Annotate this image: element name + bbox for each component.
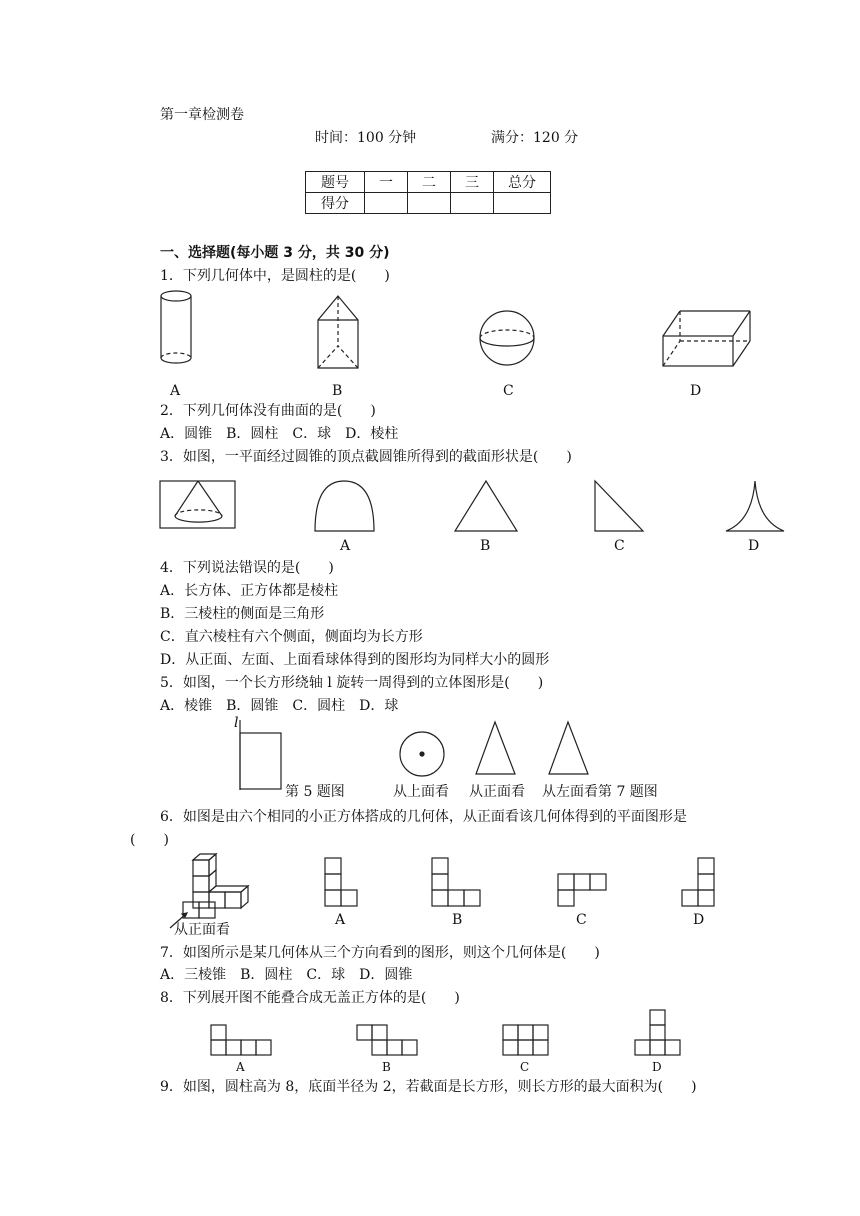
option-label: D bbox=[693, 912, 705, 928]
cube-stack-figure bbox=[170, 854, 248, 928]
net-d-figure bbox=[635, 1010, 680, 1055]
left-view-triangle-figure bbox=[549, 722, 588, 774]
score-table-header: 一 bbox=[365, 172, 408, 193]
q6-figures bbox=[160, 850, 730, 942]
score-table-row-label: 得分 bbox=[306, 193, 365, 214]
sphere-figure bbox=[480, 311, 534, 365]
question-6-stem: 6．如图是由六个相同的小正方体搭成的几何体，从正面看该几何体得到的平面图形是 bbox=[160, 809, 687, 825]
triangle-figure bbox=[455, 481, 517, 531]
parabolic-section-figure bbox=[315, 481, 374, 531]
question-4-option-d: D．从正面、左面、上面看球体得到的图形均为同样大小的圆形 bbox=[160, 652, 550, 668]
question-4-option-a: A．长方体、正方体都是棱柱 bbox=[160, 583, 339, 599]
top-view-circle-figure bbox=[400, 732, 444, 776]
q1-figures bbox=[150, 288, 770, 400]
option-label: D bbox=[690, 383, 702, 399]
axis-label: l bbox=[234, 715, 239, 731]
score-cell[interactable] bbox=[494, 193, 551, 214]
net-b-figure bbox=[357, 1025, 417, 1055]
triangular-prism-figure bbox=[318, 296, 358, 368]
q8-figures bbox=[200, 1005, 700, 1075]
option-label: B bbox=[452, 912, 463, 928]
option-label: A bbox=[170, 383, 181, 399]
right-triangle-figure bbox=[595, 481, 643, 531]
option-label: C bbox=[614, 538, 625, 554]
option-c-grid bbox=[558, 874, 606, 906]
option-label: A bbox=[236, 1060, 245, 1074]
exam-full-score: 满分：120 分 bbox=[491, 130, 579, 146]
exam-time: 时间：100 分钟 bbox=[315, 130, 417, 146]
net-a-figure bbox=[211, 1025, 271, 1055]
option-label: C bbox=[520, 1060, 530, 1074]
score-table-row bbox=[306, 193, 551, 214]
question-9-stem: 9．如图，圆柱高为 8，底面半径为 2，若截面是长方形，则长方形的最大面积为( ) bbox=[160, 1079, 697, 1095]
cuboid-figure bbox=[663, 311, 750, 366]
question-5-stem: 5．如图，一个长方形绕轴 l 旋转一周得到的立体图形是( ) bbox=[160, 675, 544, 691]
question-8-stem: 8．下列展开图不能叠合成无盖正方体的是( ) bbox=[160, 990, 460, 1006]
question-4-option-b: B．三棱柱的侧面是三角形 bbox=[160, 606, 325, 622]
question-7-options: A．三棱锥 B．圆柱 C．球 D．圆锥 bbox=[160, 967, 413, 983]
q3-figures bbox=[150, 476, 800, 556]
question-6-stem-cont: ( ) bbox=[130, 832, 169, 848]
score-cell[interactable] bbox=[365, 193, 408, 214]
question-7-stem: 7．如图所示是某几何体从三个方向看到的图形，则这个几何体是( ) bbox=[160, 945, 600, 961]
option-d-grid bbox=[682, 858, 714, 906]
question-1-stem: 1．下列几何体中，是圆柱的是( ) bbox=[160, 268, 390, 284]
question-5-options: A．棱锥 B．圆锥 C．圆柱 D．球 bbox=[160, 698, 399, 714]
cylinder-figure bbox=[161, 291, 191, 363]
score-table-header: 三 bbox=[451, 172, 494, 193]
section-heading: 一、选择题(每小题 3 分，共 30 分) bbox=[160, 245, 390, 261]
concave-triangle-figure bbox=[726, 481, 784, 531]
option-label: C bbox=[576, 912, 587, 928]
option-label: B bbox=[332, 383, 343, 399]
score-cell[interactable] bbox=[408, 193, 451, 214]
question-3-stem: 3．如图，一平面经过圆锥的顶点截圆锥所得到的截面形状是( ) bbox=[160, 449, 572, 465]
score-table bbox=[305, 171, 551, 214]
question-4-option-c: C．直六棱柱有六个侧面，侧面均为长方形 bbox=[160, 629, 423, 645]
q5-q7-figures bbox=[225, 716, 665, 802]
arrow-label: 从正面看 bbox=[174, 922, 230, 938]
question-2-options: A．圆锥 B．圆柱 C．球 D．棱柱 bbox=[160, 426, 399, 442]
option-a-grid bbox=[325, 858, 357, 906]
option-b-grid bbox=[432, 858, 480, 906]
score-table-header: 总分 bbox=[494, 172, 551, 193]
option-label: B bbox=[382, 1060, 391, 1074]
cone-cut-figure bbox=[160, 481, 235, 528]
view-caption: 从左面看 bbox=[542, 784, 598, 800]
score-cell[interactable] bbox=[451, 193, 494, 214]
view-caption: 从上面看 bbox=[393, 784, 449, 800]
score-table-header: 题号 bbox=[306, 172, 365, 193]
front-view-triangle-figure bbox=[476, 722, 515, 774]
rectangle-axis-figure bbox=[240, 720, 281, 790]
question-4-stem: 4．下列说法错误的是( ) bbox=[160, 560, 334, 576]
option-label: A bbox=[335, 912, 346, 928]
question-2-stem: 2．下列几何体没有曲面的是( ) bbox=[160, 403, 376, 419]
score-table-header: 二 bbox=[408, 172, 451, 193]
option-label: C bbox=[503, 383, 514, 399]
option-label: D bbox=[652, 1060, 662, 1074]
score-table-header-row bbox=[306, 172, 551, 193]
option-label: D bbox=[748, 538, 760, 554]
option-label: B bbox=[480, 538, 491, 554]
view-caption: 从正面看 bbox=[469, 784, 525, 800]
net-c-figure bbox=[503, 1025, 548, 1055]
paper-title: 第一章检测卷 bbox=[160, 107, 244, 123]
option-label: A bbox=[340, 538, 351, 554]
figure-caption: 第 7 题图 bbox=[598, 784, 658, 800]
figure-caption: 第 5 题图 bbox=[285, 784, 345, 800]
